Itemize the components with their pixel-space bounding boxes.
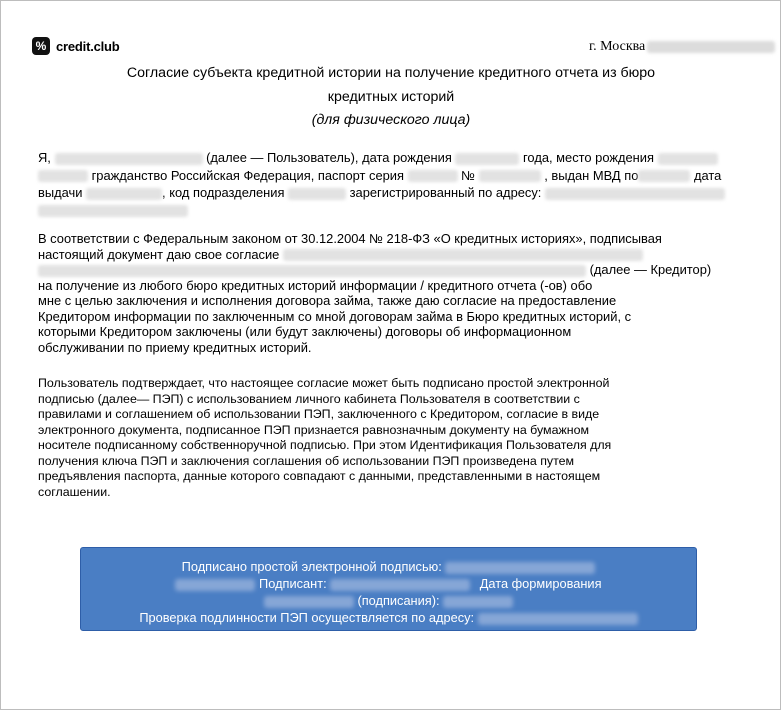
redacted-signer xyxy=(330,579,470,591)
text-segment: зарегистрированный по адресу: xyxy=(349,185,542,200)
date-label: Дата формирования xyxy=(479,576,602,591)
redacted-birthdate xyxy=(455,153,519,165)
paragraph-line: носителе подписанному собственноручной подписью. При этом Идентификация Пользователя для xyxy=(38,438,612,452)
signature-terms-paragraph xyxy=(38,376,743,500)
redacted-signature-id xyxy=(445,562,595,574)
paragraph-line: мне с целью заключения и исполнения договора займа, также даю согласие на предоставление xyxy=(38,293,617,308)
redacted-division-code xyxy=(288,188,346,200)
paragraph-line: предъявления паспорта, данные которого совпадают с данными, представленными в настоящем xyxy=(38,469,601,483)
text-segment: выдачи xyxy=(38,185,83,200)
redacted-signature-id-cont xyxy=(175,579,255,591)
text-segment: № xyxy=(461,167,476,183)
brand-name: credit.club xyxy=(56,38,120,54)
text-segment: Я, xyxy=(38,150,51,165)
redacted-birthplace xyxy=(658,153,718,165)
text-segment: (далее — Пользователь), дата рождения xyxy=(206,150,452,165)
redacted-address xyxy=(545,188,725,200)
text-segment: дата xyxy=(693,167,722,183)
text-segment: гражданство Российская Федерация, паспорт серия xyxy=(91,167,404,183)
paragraph-line: на получение из любого бюро кредитных историй информации / кредитного отчета (-ов) обо xyxy=(38,277,593,293)
paragraph-line: которыми Кредитором заключены (или будут заключены) договоры об информационном xyxy=(38,324,572,339)
paragraph-line: подписью (далее— ПЭП) с использованием личного кабинета Пользователя в соответствии с xyxy=(38,391,580,406)
personal-data-paragraph xyxy=(38,150,743,218)
redacted-sign-date xyxy=(264,596,354,608)
text-segment: настоящий документ даю свое согласие xyxy=(38,246,280,262)
brand-logo xyxy=(32,37,120,55)
redacted-passport-number xyxy=(479,170,541,182)
redacted-issuer xyxy=(638,170,690,182)
consent-paragraph xyxy=(38,231,743,355)
paragraph-line: правилами и соглашением об использовании ПЭП, заключенного с Кредитором, согласие в виде xyxy=(38,407,600,421)
city-label: г. Москва xyxy=(589,39,646,54)
redacted-name xyxy=(55,153,203,165)
redacted-verify-url xyxy=(478,613,638,625)
signed-label: Подписано простой электронной подписью: xyxy=(181,559,442,574)
electronic-signature-stamp xyxy=(80,547,697,631)
redacted-sign-time xyxy=(443,596,513,608)
document-title-line2: кредитных историй xyxy=(327,89,455,105)
text-segment: , выдан МВД по xyxy=(544,167,639,183)
city-line xyxy=(589,39,775,55)
paragraph-line: обслуживании по приему кредитных историй. xyxy=(38,339,312,355)
percent-icon: % xyxy=(32,37,50,55)
paragraph-line: соглашении. xyxy=(38,484,111,499)
redacted-creditor-cont xyxy=(38,265,586,277)
redacted-birthplace-cont xyxy=(38,170,88,182)
verify-label: Проверка подлинности ПЭП осуществляется по адресу: xyxy=(139,610,475,625)
text-segment: года, место рождения xyxy=(523,150,654,165)
redacted-passport-series xyxy=(408,170,458,182)
redacted-creditor xyxy=(283,249,643,261)
paragraph-line: Пользователь подтверждает, что настоящее согласие может быть подписано простой электронной xyxy=(38,376,610,390)
text-segment: , код подразделения xyxy=(162,185,285,200)
redacted-issue-date xyxy=(86,188,162,200)
document-subtitle: (для физического лица) xyxy=(311,112,471,128)
redacted-address-cont xyxy=(38,205,188,217)
date-label-cont: (подписания): xyxy=(357,593,440,608)
paragraph-line: В соответствии с Федеральным законом от 30.12.2004 № 218-ФЗ «О кредитных историях», подписывая xyxy=(38,231,662,246)
document-title-line1: Согласие субъекта кредитной истории на получение кредитного отчета из бюро xyxy=(126,65,656,81)
redacted-date xyxy=(647,41,775,53)
paragraph-line: получения ключа ПЭП и заключения соглашения об использовании ПЭП произведена путем xyxy=(38,453,575,468)
paragraph-line: Кредитором информации по заключенным со мной договорам займа в Бюро кредитных историй, с xyxy=(38,308,632,324)
paragraph-line: электронного документа, подписанное ПЭП признается равнозначным документу на бумажном xyxy=(38,422,590,437)
signer-label: Подписант: xyxy=(259,576,327,591)
text-segment: (далее — Кредитор) xyxy=(589,262,712,277)
